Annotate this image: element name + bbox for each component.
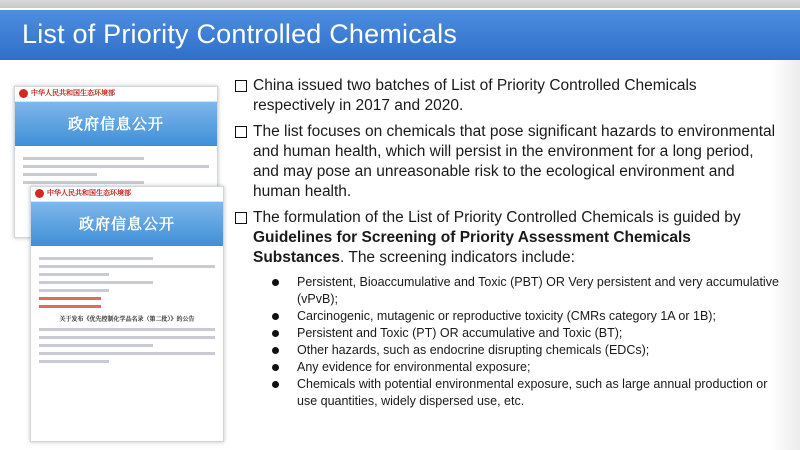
- checkbox-bullet-icon: [235, 126, 247, 138]
- text-line: [39, 289, 109, 292]
- bullet-dot-icon: [272, 347, 279, 354]
- bullet-item: [234, 76, 782, 116]
- indicator-text: Persistent, Bioaccumulative and Toxic (PBT) OR Very persistent and very accumulative (vPvB);: [297, 275, 779, 306]
- bullet-dot-icon: [272, 364, 279, 371]
- text-line: [39, 360, 109, 363]
- announcement-heading: 关于发布《优先控制化学品名录（第二批）》的公告: [59, 317, 195, 323]
- bullet-dot-icon: [272, 313, 279, 320]
- top-strip: [0, 0, 800, 8]
- text-line: [39, 281, 153, 284]
- text-line: [39, 257, 153, 260]
- indicator-text: Chemicals with potential environmental exposure, such as large annual production or use quantities, widely dispersed use, etc.: [297, 377, 768, 408]
- screening-indicators-list: [269, 274, 782, 410]
- bullet-content: [234, 76, 782, 416]
- list-item: [269, 325, 782, 342]
- text-line-red: [39, 297, 101, 300]
- banner-title: 政府信息公开: [78, 216, 175, 233]
- checkbox-bullet-icon: [235, 212, 247, 224]
- list-item: [269, 308, 782, 325]
- bullet-text: China issued two batches of List of Priority Controlled Chemicals respectively in 2017 and 2020.: [253, 77, 697, 114]
- agency-name: 中华人民共和国生态环境部: [31, 90, 115, 97]
- indicator-text: Persistent and Toxic (PT) OR accumulative and Toxic (BT);: [297, 326, 623, 340]
- text-line: [39, 336, 215, 339]
- indicator-text: Other hazards, such as endocrine disrupting chemicals (EDCs);: [297, 343, 650, 357]
- bullet-dot-icon: [272, 381, 279, 388]
- bullet-item: [234, 208, 782, 410]
- text-line-red: [39, 305, 101, 308]
- list-item: [269, 342, 782, 359]
- text-line: [39, 352, 215, 355]
- bullet-text-before: The formulation of the List of Priority Controlled Chemicals is guided by: [253, 209, 741, 226]
- bullet-dot-icon: [272, 330, 279, 337]
- text-line: [39, 265, 215, 268]
- slide-title: List of Priority Controlled Chemicals: [22, 19, 458, 49]
- document-banner: [15, 102, 217, 146]
- checkbox-bullet-icon: [235, 80, 247, 92]
- text-line: [39, 344, 153, 347]
- document-header: [31, 187, 223, 202]
- list-item: [269, 274, 782, 308]
- guideline-title: Guidelines for Screening of Priority Assessment Chemicals Substances: [253, 229, 691, 266]
- bullet-item: [234, 122, 782, 202]
- document-banner: [31, 202, 223, 246]
- text-line: [23, 165, 209, 168]
- bullet-text-after: . The screening indicators include:: [340, 249, 575, 266]
- title-bar: [0, 10, 800, 60]
- national-emblem-icon: [19, 89, 28, 98]
- document-header: [15, 87, 217, 102]
- agency-name: 中华人民共和国生态环境部: [47, 190, 131, 197]
- bullet-text: The list focuses on chemicals that pose significant hazards to environmental and human health, which will persist in the environment for a long period, and may pose an unreasonable risk to the ecological environment and human health.: [253, 123, 776, 200]
- document-screenshot-2020: [30, 186, 224, 442]
- indicator-text: Carcinogenic, mutagenic or reproductive toxicity (CMRs category 1A or 1B);: [297, 309, 716, 323]
- list-item: [269, 359, 782, 376]
- text-line: [23, 173, 97, 176]
- document-body: [31, 246, 223, 374]
- list-item: [269, 376, 782, 410]
- text-line: [23, 157, 144, 160]
- text-line: [23, 181, 144, 184]
- banner-title: 政府信息公开: [67, 116, 164, 133]
- indicator-text: Any evidence for environmental exposure;: [297, 360, 531, 374]
- text-line: [39, 273, 109, 276]
- text-line: [39, 328, 215, 331]
- national-emblem-icon: [35, 189, 44, 198]
- bullet-dot-icon: [272, 279, 279, 286]
